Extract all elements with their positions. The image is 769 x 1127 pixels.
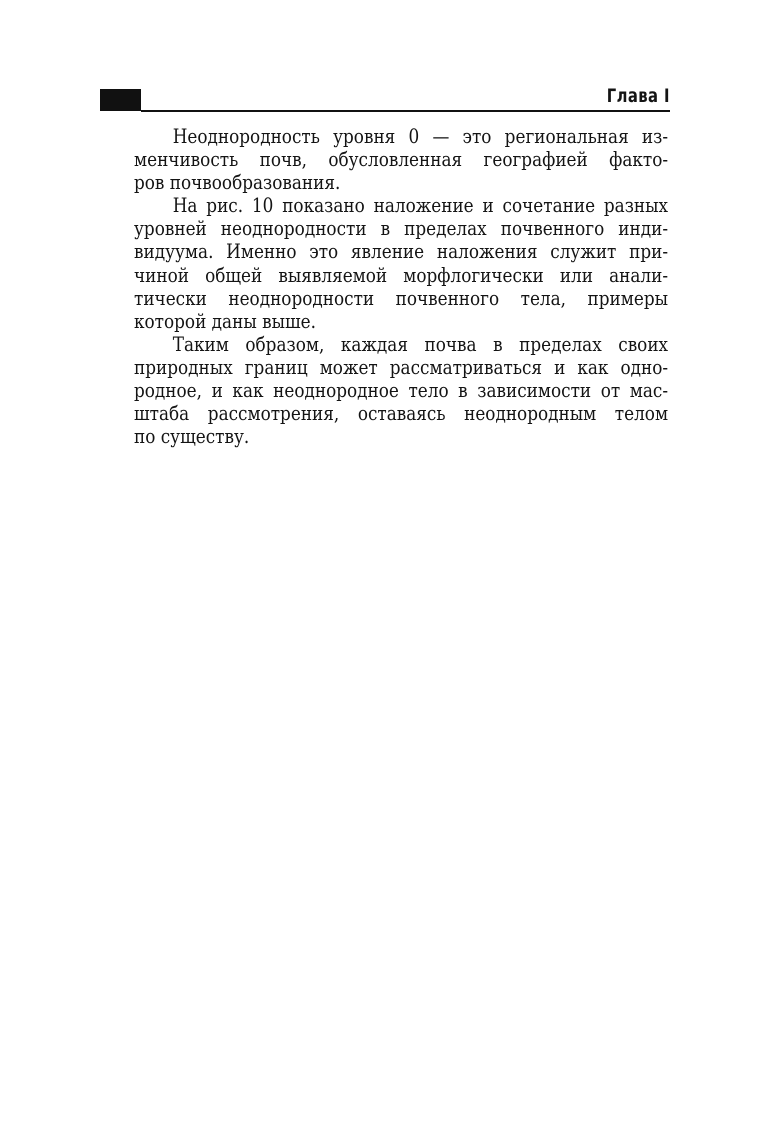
paragraph-1: [134, 125, 668, 194]
page-number-block: [100, 89, 141, 111]
header-rule: [141, 110, 670, 112]
text-line: ров почвообразования.: [134, 171, 341, 195]
text-line: по существу.: [134, 425, 250, 449]
text-line: тически неоднородности почвенного тела, примеры: [134, 286, 669, 310]
text-line: видуума. Именно это явление наложения служит при-: [134, 240, 669, 264]
text-line: чиной общей выявляемой морфлогически или анали-: [134, 263, 669, 287]
chapter-title: Глава I: [606, 85, 670, 107]
running-header: [100, 86, 670, 112]
text-line: Таким образом, каждая почва в пределах своих: [172, 332, 669, 356]
paragraph-2: [134, 194, 668, 333]
text-line: менчивость почв, обусловленная географией факто-: [134, 148, 669, 172]
text-line: На рис. 10 показано наложение и сочетание разных: [172, 194, 669, 218]
text-line: природных границ может рассматриваться и как одно-: [134, 355, 669, 379]
text-line: штаба рассмотрения, оставаясь неоднородным телом: [134, 402, 669, 426]
text-line: уровней неоднородности в пределах почвенного инди-: [134, 217, 669, 241]
text-line: которой даны выше.: [134, 309, 316, 333]
paragraph-3: [134, 333, 668, 448]
text-line: родное, и как неоднородное тело в зависимости от мас-: [134, 379, 669, 403]
body-text: [134, 125, 668, 448]
text-line: Неоднородность уровня 0 — это региональная из-: [172, 125, 669, 148]
